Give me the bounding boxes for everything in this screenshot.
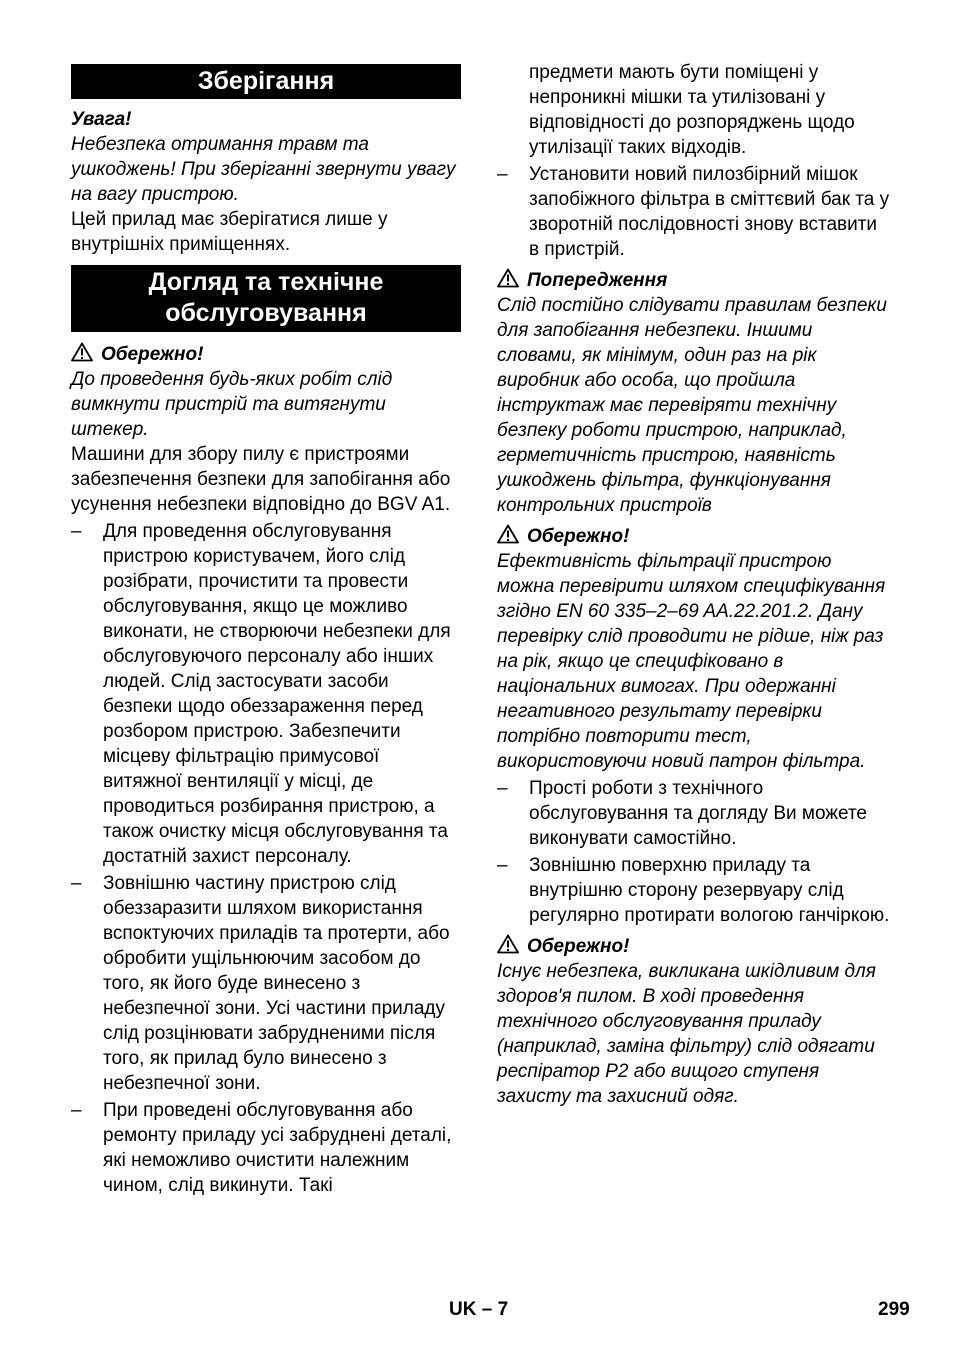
list-item-text: Установити новий пилозбірний мішок запобіжного фільтра в сміттєвий бак та у зворотній послідовності знову вставити в пристрій. bbox=[529, 164, 890, 260]
warning-text: Слід постійно слідувати правилам безпеки для запобігання небезпеки. Іншими словами, як мінімум, один раз на рік виробник або особа, що пройшла інструктаж має перевіряти технічну безпеку роботи пристрою, наприклад, герметичність пристрою, наявність ушкоджень фільтра, функціонування контрольних пристроїв bbox=[497, 295, 887, 516]
list-item-text: Зовнішню поверхню приладу та внутрішню сторону резервуару слід регулярно протирати вологою ганчіркою. bbox=[529, 855, 890, 926]
heading-maintenance: Догляд та технічне обслуговування bbox=[71, 265, 461, 332]
careful-note-1 bbox=[71, 342, 461, 367]
careful-text-3: Існує небезпека, викликана шкідливим для здоров'я пилом. В ході проведення технічного обслуговування приладу (наприклад, заміна фільтру) слід одягати респіратор P2 або вищого ступеня захисту та захисний одяг. bbox=[497, 961, 876, 1107]
list-item-text: Для проведення обслуговування пристрою користувачем, його слід розібрати, прочистити та провести обслуговування, якщо це можливо виконати, не створюючи небезпеки для обслуговуючого персоналу або інших людей. Слід застосувати засоби безпеки щодо обеззараження перед розбором пристрою. Забезпечити місцеву фільтрацію примусової витяжної вентиляції у місці, де проводиться розбирання пристрою, а також очистку місця обслуговування та достатній захист персоналу. bbox=[103, 521, 451, 867]
list-item-text: Прості роботи з технічного обслуговування та догляду Ви можете виконувати самостійно. bbox=[529, 778, 868, 849]
list-item-text: Зовнішню частину пристрою слід обеззаразити шляхом використання вспоктуючих приладів та протерти, або обробити ущільнюючим засобом до того, як його буде винесено з небезпечної зони. Усі частини приладу слід розцінювати забрудненими після того, як прилад було винесено з небезпечної зони. bbox=[103, 873, 450, 1094]
continuation-text: предмети мають бути поміщені у непроникні мішки та утилізовані у відповідності до розпоряджень щодо утилізації таких відходів. bbox=[529, 62, 855, 158]
dash-mark: – bbox=[71, 873, 82, 894]
careful-title-2: Обережно! bbox=[527, 526, 630, 547]
warning-triangle-icon bbox=[497, 934, 519, 954]
storage-text: Цей прилад має зберігатися лише у внутрішніх приміщеннях. bbox=[71, 209, 388, 255]
left-bullet-list bbox=[71, 519, 461, 1198]
right-bullet-list-2 bbox=[497, 776, 892, 928]
careful-text-2: Ефективність фільтрації пристрою можна перевірити шляхом специфікування згідно EN 60 335–2–69 AA.22.201.2. Дану перевірку слід проводити не рідше, ніж раз на рік, якщо це специфіковано в національних вимогах. При одержанні негативного результату перевірки потрібно повторити тест, використовуючи новий патрон фільтра. bbox=[497, 551, 886, 772]
warning-note bbox=[497, 268, 892, 293]
caution-text: Небезпека отримання травм та ушкоджень! При зберіганні звернути увагу на вагу пристрою. bbox=[71, 134, 456, 205]
left-column bbox=[71, 58, 461, 1198]
warning-triangle-icon bbox=[497, 524, 519, 544]
careful-note-3 bbox=[497, 934, 892, 959]
warning-title: Попередження bbox=[527, 270, 668, 291]
footer-page-number: 299 bbox=[878, 1299, 910, 1320]
careful-title-1: Обережно! bbox=[101, 344, 204, 365]
list-item bbox=[71, 1098, 461, 1198]
right-column bbox=[497, 58, 892, 1109]
careful-text-1: До проведення будь-яких робіт слід вимкнути пристрій та витягнути штекер. bbox=[71, 369, 393, 440]
careful-title-3: Обережно! bbox=[527, 936, 630, 957]
footer-section-label: UK – 7 bbox=[449, 1299, 509, 1320]
careful-note-2 bbox=[497, 524, 892, 549]
machines-text: Машини для збору пилу є пристроями забезпечення безпеки для запобігання або усунення небезпеки відповідно до BGV A1. bbox=[71, 444, 451, 515]
list-item bbox=[497, 853, 892, 928]
heading-storage: Зберігання bbox=[71, 64, 461, 99]
list-item bbox=[71, 871, 461, 1096]
dash-mark: – bbox=[71, 1100, 82, 1121]
dash-mark: – bbox=[71, 521, 82, 542]
list-item-text: При проведені обслуговування або ремонту приладу усі забруднені деталі, які неможливо очистити належним чином, слід викинути. Такі bbox=[103, 1100, 452, 1196]
list-item bbox=[71, 519, 461, 869]
warning-triangle-icon bbox=[497, 268, 519, 288]
list-item bbox=[497, 776, 892, 851]
dash-mark: – bbox=[497, 855, 508, 876]
dash-mark: – bbox=[497, 778, 508, 799]
right-bullet-list-1 bbox=[497, 162, 892, 262]
caution-title: Увага! bbox=[71, 109, 132, 130]
warning-triangle-icon bbox=[71, 342, 93, 362]
dash-mark: – bbox=[497, 164, 508, 185]
list-item bbox=[497, 162, 892, 262]
